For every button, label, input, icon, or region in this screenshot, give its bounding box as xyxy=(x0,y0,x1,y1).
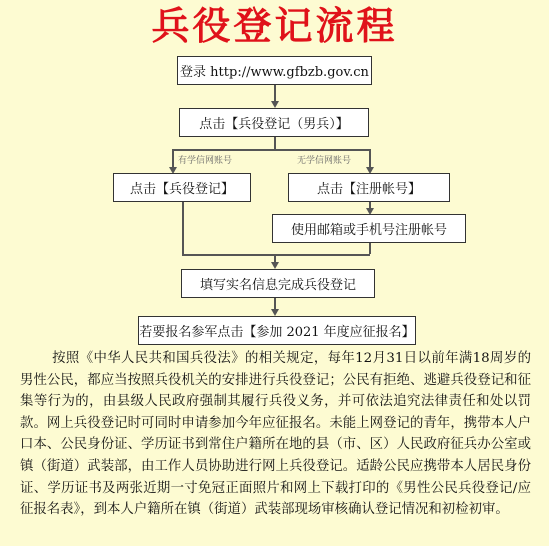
branch-label-no-account: 无学信网账号 xyxy=(297,156,352,166)
flow-step-real-name xyxy=(181,269,375,298)
arrow-down-icon xyxy=(271,101,279,108)
arrow-down-icon xyxy=(271,262,279,269)
flow-step-enlist xyxy=(138,316,416,345)
flow-step-create-account xyxy=(288,173,450,202)
registration-instructions: 按照《中华人民共和国兵役法》的相关规定，每年12月31日以前年满18周岁的男性公民，都应当按照兵役机关的安排进行兵役登记；公民有拒绝、逃避兵役登记和征集等行为的，由县级人民政府强制其履行兵役义务，并可依法追究法律责任和处以罚款。网上兵役登记时可同时申请参加今年应征报名。未能上网登记的青年，携带本人户口本、公民身份证、学历证书到常住户籍所在地的县（市、区）人民政府征兵办公室或镇（街道）武装部，由工作人员协助进行网上兵役登记。适龄公民应携带本人居民身份证、学历证书及两张近期一寸免冠正面照片和网上下载打印的《男性公民兵役登记/应征报名表》，到本人户籍所在镇（街道）武装部现场审核确认登记情况和初检初审。 xyxy=(20,351,531,518)
connector-line xyxy=(369,243,371,254)
connector-line xyxy=(274,137,276,149)
flow-step-login-label: 登录 http://www.gfbzb.gov.cn xyxy=(180,65,369,80)
connector-line xyxy=(182,254,370,256)
page-title: 兵役登记流程 xyxy=(151,4,398,48)
flow-step-create-account-label: 点击【注册帐号】 xyxy=(316,182,421,197)
connector-line xyxy=(274,85,276,101)
flow-step-email-phone-label: 使用邮箱或手机号注册帐号 xyxy=(290,223,447,238)
flow-step-register-left xyxy=(113,173,251,202)
flow-step-enlist-label: 若要报名参军点击【参加 2021 年度应征报名】 xyxy=(139,325,415,340)
flow-step-military-registration-label: 点击【兵役登记（男兵）】 xyxy=(199,117,349,132)
connector-line xyxy=(172,149,370,151)
flow-step-real-name-label: 填写实名信息完成兵役登记 xyxy=(199,278,356,293)
branch-label-has-account: 有学信网账号 xyxy=(178,156,233,166)
arrow-down-icon xyxy=(271,309,279,316)
flow-step-register-left-label: 点击【兵役登记】 xyxy=(129,182,234,197)
flow-step-military-registration xyxy=(179,108,369,137)
connector-line xyxy=(172,149,174,167)
flow-step-email-phone xyxy=(272,214,466,243)
connector-line xyxy=(369,149,371,167)
flow-step-login xyxy=(177,56,372,85)
connector-line xyxy=(182,202,184,254)
